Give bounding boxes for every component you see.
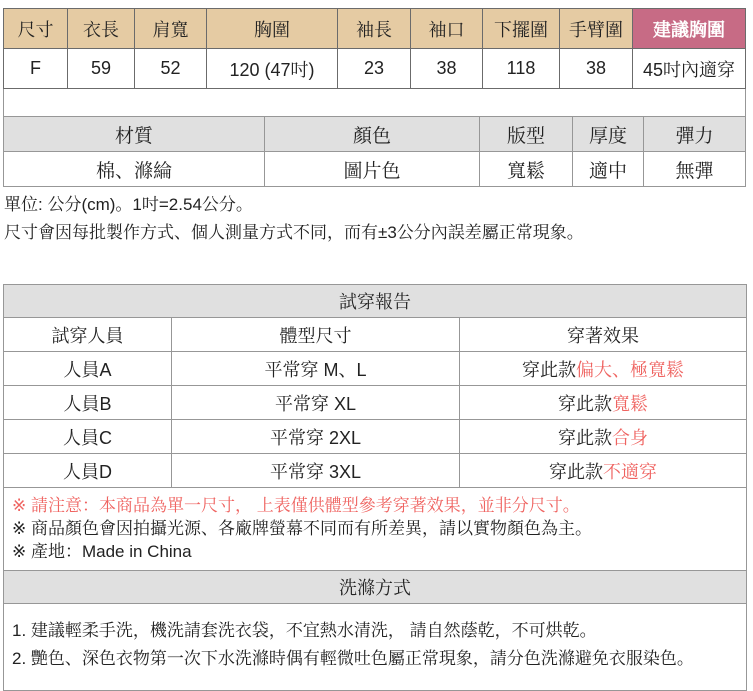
sleeve-value: 23 [338, 49, 411, 89]
wash-title: 洗滌方式 [4, 571, 747, 604]
fitting-row-a [4, 352, 747, 386]
person-effect [460, 352, 747, 386]
wash-instruction-2: 2. 艷色、深色衣物第一次下水洗滌時偶有輕微吐色屬正常現象，請分色洗滌避免衣服染色。 [12, 649, 694, 668]
effect-prefix: 穿此款 [558, 427, 612, 448]
fit-value: 寬鬆 [480, 152, 573, 187]
spec-data-row [4, 152, 746, 187]
unit-note-line1: 單位: 公分(cm)。1吋=2.54公分。 [4, 195, 253, 214]
wash-title-row [4, 571, 747, 604]
size-chart-header-size: 尺寸 [4, 9, 68, 49]
fitting-notes-row [4, 488, 747, 571]
spec-table [3, 116, 746, 187]
fitting-row-b [4, 386, 747, 420]
person-bodysize: 平常穿 3XL [172, 454, 460, 488]
size-chart-header-length: 衣長 [68, 9, 135, 49]
unit-notes [3, 187, 753, 247]
arm-value: 38 [560, 49, 633, 89]
effect-prefix: 穿此款 [558, 393, 612, 414]
cuff-value: 38 [411, 49, 483, 89]
size-chart-header-row [4, 9, 746, 49]
person-name: 人員D [4, 454, 172, 488]
size-chart-header-sleeve: 袖長 [338, 9, 411, 49]
hem-value: 118 [483, 49, 560, 89]
person-bodysize: 平常穿 M、L [172, 352, 460, 386]
person-bodysize: 平常穿 XL [172, 386, 460, 420]
size-chart-data-row [4, 49, 746, 89]
material-value: 棉、滌綸 [4, 152, 265, 187]
spec-header-thickness: 厚度 [573, 117, 644, 152]
note-origin: ※ 產地：Made in China [12, 542, 192, 561]
fitting-title-row [4, 285, 747, 318]
size-chart-header-suggested-bust: 建議胸圍 [633, 9, 746, 49]
fitting-header-row [4, 318, 747, 352]
effect-highlight: 寬鬆 [612, 393, 648, 414]
size-chart-header-bust: 胸圍 [207, 9, 338, 49]
spec-header-fit: 版型 [480, 117, 573, 152]
person-name: 人員C [4, 420, 172, 454]
fitting-header-person: 試穿人員 [4, 318, 172, 352]
fitting-row-d [4, 454, 747, 488]
thickness-value: 適中 [573, 152, 644, 187]
effect-prefix: 穿此款 [522, 359, 576, 380]
shoulder-value: 52 [135, 49, 207, 89]
person-effect [460, 420, 747, 454]
effect-highlight: 偏大、極寬鬆 [576, 359, 684, 380]
suggested-bust-value: 45吋內適穿 [633, 49, 746, 89]
spec-header-row [4, 117, 746, 152]
person-effect [460, 386, 747, 420]
spec-header-stretch: 彈力 [644, 117, 746, 152]
note-warning: ※ 請注意：本商品為單一尺寸， 上表僅供體型參考穿著效果，並非分尺寸。 [12, 496, 580, 515]
size-chart-header-hem: 下擺圍 [483, 9, 560, 49]
person-name: 人員B [4, 386, 172, 420]
fitting-row-c [4, 420, 747, 454]
size-chart-header-cuff: 袖口 [411, 9, 483, 49]
length-value: 59 [68, 49, 135, 89]
fitting-notes [4, 488, 747, 571]
stretch-value: 無彈 [644, 152, 746, 187]
fitting-report-table [3, 284, 747, 691]
person-name: 人員A [4, 352, 172, 386]
size-chart-header-arm: 手臂圍 [560, 9, 633, 49]
fitting-header-bodysize: 體型尺寸 [172, 318, 460, 352]
effect-prefix: 穿此款 [549, 461, 603, 482]
size-chart-table [3, 8, 746, 89]
person-bodysize: 平常穿 2XL [172, 420, 460, 454]
fitting-header-effect: 穿著效果 [460, 318, 747, 352]
effect-highlight: 不適穿 [603, 461, 657, 482]
note-color: ※ 商品顏色會因拍攝光源、各廠牌螢幕不同而有所差異，請以實物顏色為主。 [12, 519, 592, 538]
wash-instruction-1: 1. 建議輕柔手洗，機洗請套洗衣袋，不宜熱水清洗， 請自然蔭乾，不可烘乾。 [12, 621, 597, 640]
size-value: F [4, 49, 68, 89]
person-effect [460, 454, 747, 488]
bust-value: 120 (47吋) [207, 49, 338, 89]
spec-header-material: 材質 [4, 117, 265, 152]
table-spacer [3, 89, 746, 116]
effect-highlight: 合身 [612, 427, 648, 448]
spec-header-color: 顏色 [265, 117, 480, 152]
wash-instructions [4, 604, 747, 691]
fitting-report-title: 試穿報告 [4, 285, 747, 318]
size-chart-header-shoulder: 肩寬 [135, 9, 207, 49]
wash-instructions-row [4, 604, 747, 691]
unit-note-line2: 尺寸會因每批製作方式、個人測量方式不同，而有±3公分內誤差屬正常現象。 [4, 223, 584, 242]
color-value: 圖片色 [265, 152, 480, 187]
